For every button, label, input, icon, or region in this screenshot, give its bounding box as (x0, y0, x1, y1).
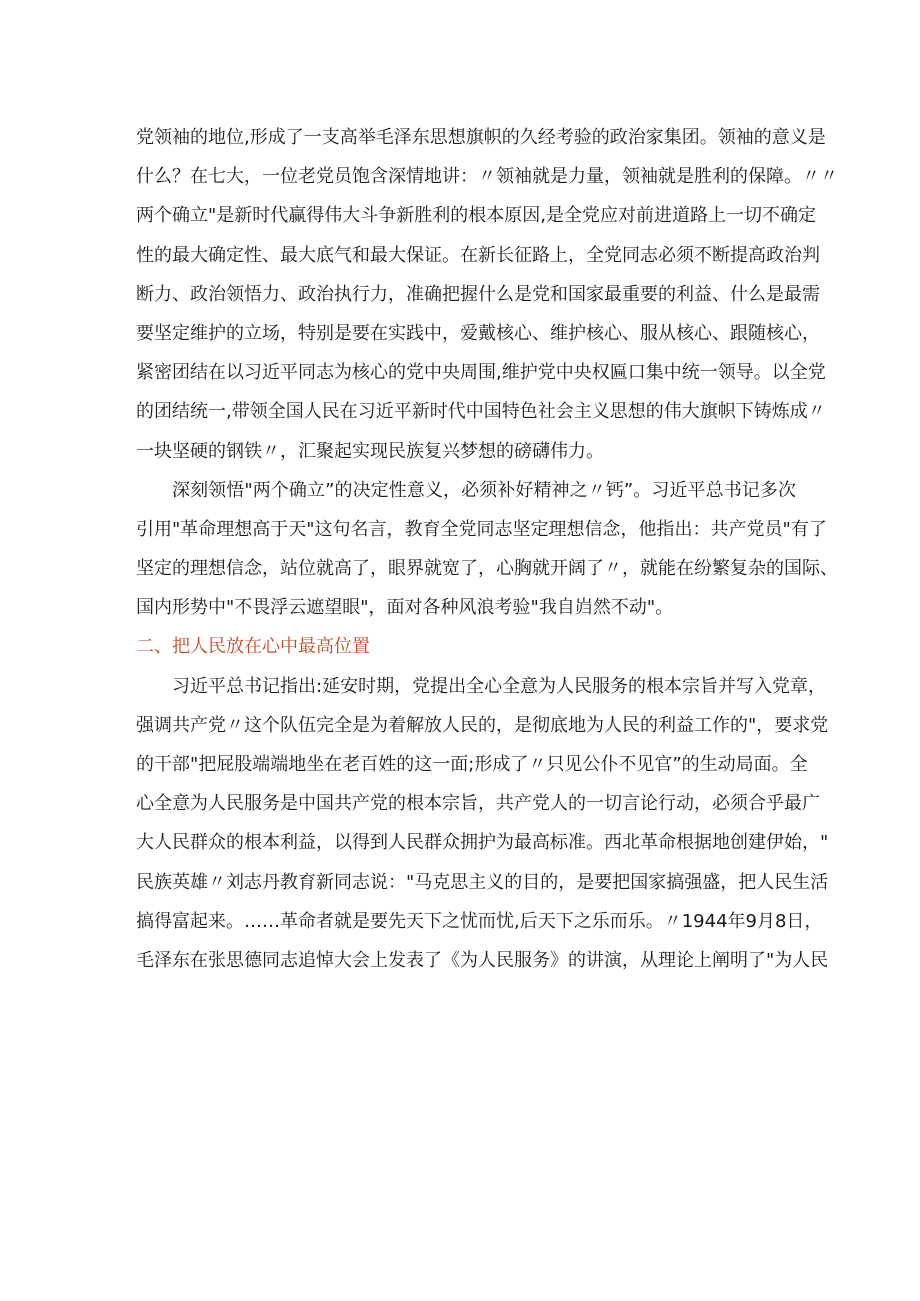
text-line: 民族英雄〃刘志丹教育新同志说："马克思主义的目的，是要把国家搞强盛，把人民生活 (136, 871, 829, 893)
text-line: 习近平总书记指出:延安时期，党提出全心全意为人民服务的根本宗旨并写入党章， (172, 675, 827, 697)
text-line: 毛泽东在张思德同志追悼大会上发表了《为人民服务》的讲演，从理论上阐明了"为人民 (136, 949, 829, 971)
text-line: 要坚定维护的立场，特别是要在实践中，爱戴核心、维护核心、服从核心、跟随核心， (136, 322, 820, 344)
paragraph-3 (136, 667, 829, 981)
document-body (136, 118, 838, 980)
text-line: 引用"革命理想高于天"这句名言，教育全党同志坚定理想信念，他指出：共产党员"有了 (136, 518, 827, 540)
text-line: 搞得富起来。……革命者就是要先天下之忧而忧,后天下之乐而乐。〃1944年9月8日， (136, 910, 823, 932)
text-line: 强调共产党〃这个队伍完全是为着解放人民的，是彻底地为人民的利益工作的"，要求党 (136, 714, 829, 736)
text-line: 两个确立"是新时代赢得伟大斗争新胜利的根本原因,是全党应对前进道路上一切不确定 (136, 205, 816, 227)
paragraph-1 (136, 118, 838, 471)
text-line: 党领袖的地位,形成了一支高举毛泽东思想旗帜的久经考验的政治家集团。领袖的意义是 (136, 127, 826, 148)
paragraph-2 (136, 471, 838, 628)
text-line: 深刻领悟"两个确立”的决定性意义，必须补好精神之〃钙”。习近平总书记多次 (172, 479, 796, 501)
text-line: 大人民群众的根本利益，以得到人民群众拥护为最高标准。西北革命根据地创建伊始，" (136, 832, 829, 854)
text-line: 断力、政治领悟力、政治执行力，准确把握什么是党和国家最重要的利益、什么是最需 (136, 283, 820, 305)
section-heading: 二、把人民放在心中最高位置 (136, 636, 370, 658)
text-line: 心全意为人民服务是中国共产党的根本宗旨，共产党人的一切言论行动，必须合乎最广 (136, 793, 820, 815)
text-line: 的团结统一,带领全国人民在习近平新时代中国特色社会主义思想的伟大旗帜下铸炼成〃 (136, 401, 826, 423)
text-line: 性的最大确定性、最大底气和最大保证。在新长征路上，全党同志必须不断提高政治判 (136, 244, 820, 266)
text-line: 一块坚硬的钢铁〃，汇聚起实现民族复兴梦想的磅礴伟力。 (136, 440, 604, 462)
text-line: 紧密团结在以习近平同志为核心的党中央周围,维护党中央权匾口集中统一领导。以全党 (136, 362, 826, 384)
text-line: 什么？在七大，一位老党员饱含深情地讲：〃领袖就是力量，领袖就是胜利的保障。〃〃 (136, 166, 838, 188)
text-line: 的干部"把屁股端端地坐在老百姓的这一面;形成了〃只见公仆不见官”的生动局面。全 (136, 754, 808, 775)
text-line: 坚定的理想信念，站位就高了，眼界就宽了，心胸就开阔了〃，就能在纷繁复杂的国际、 (136, 558, 838, 580)
text-line: 国内形势中"不畏浮云遮望眼"，面对各种风浪考验"我自岿然不动"。 (136, 597, 674, 619)
